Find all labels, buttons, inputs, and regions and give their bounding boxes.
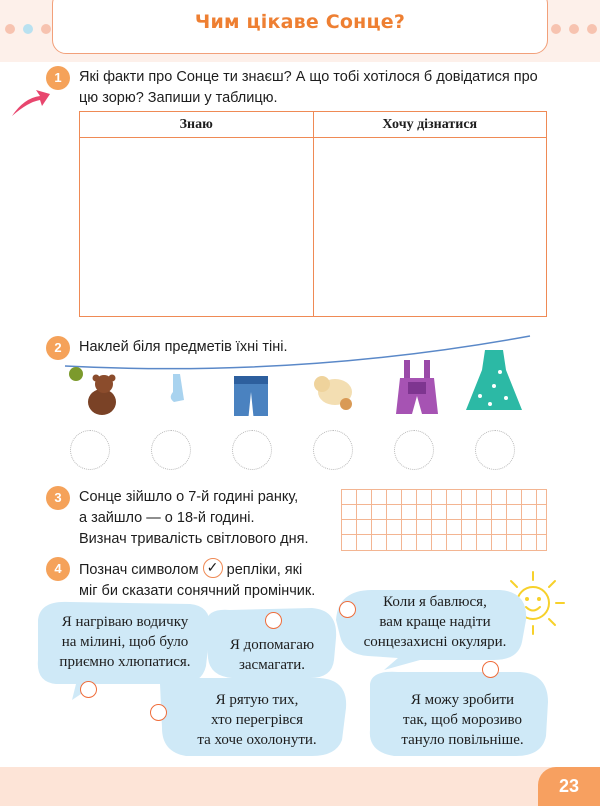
sticker-placeholder[interactable] [70,430,110,470]
dress-icon [466,350,522,410]
task-4-number: 4 [46,557,70,581]
answer-grid[interactable] [341,489,547,551]
page-number: 23 [538,767,600,806]
arrow-icon [10,86,52,120]
task-3-number: 3 [46,486,70,510]
want-cell[interactable] [313,138,547,317]
page-title: Чим цікаве Сонце? [194,11,406,33]
sock-icon [171,374,184,402]
task-2-number: 2 [46,336,70,360]
bubble-3-text: Коли я бавлюся, вам краще надіти сонцезахисні окуляри. [363,594,507,650]
toy-lamb-icon [314,376,352,410]
know-cell[interactable] [80,138,314,317]
sticker-placeholder[interactable] [475,430,515,470]
column-header-know: Знаю [80,112,314,138]
bubble-1-text: Я нагріваю водичку на мілині, щоб було приємно хлюпатися. [59,614,191,670]
task-1-number: 1 [46,66,70,90]
rope [65,336,530,369]
bubble-5-text: Я можу зробити так, щоб морозиво тануло повільніше. [401,692,524,748]
teddy-bear-icon [69,367,116,415]
clothesline-illustration [60,326,550,416]
answer-checkbox[interactable] [150,704,167,721]
title-box [52,0,548,54]
check-icon: ✓ [203,558,223,578]
sticker-placeholder[interactable] [151,430,191,470]
answer-checkbox[interactable] [265,612,282,629]
column-header-want: Хочу дізнатися [313,112,547,138]
answer-checkbox[interactable] [482,661,499,678]
answer-checkbox[interactable] [80,681,97,698]
overalls-icon [396,360,438,414]
sticker-placeholder[interactable] [394,430,434,470]
know-want-table [79,111,547,317]
bubble-4-text: Я рятую тих, хто перегрівся та хоче охолонути. [197,692,317,748]
task-3-text: Сонце зійшло о 7-й годині ранку, а зайшло — о 18-й годині. Визнач тривалість світлового дня. [79,489,309,547]
answer-checkbox[interactable] [339,601,356,618]
task-4-text: Познач символом ✓ репліки, які міг би сказати сонячний промінчик. [79,559,316,599]
bubble-2-text: Я допомагаю засмагати. [229,637,315,673]
footer-band [0,767,600,806]
sticker-placeholder[interactable] [232,430,272,470]
task-1-text: Які факти про Сонце ти знаєш? А що тобі хотілося б довідатися про цю зорю? Запиши у таблицю. [79,69,538,106]
sticker-placeholder[interactable] [313,430,353,470]
task-2-text: Наклей біля предметів їхні тіні. [79,339,288,355]
jeans-icon [234,376,268,416]
